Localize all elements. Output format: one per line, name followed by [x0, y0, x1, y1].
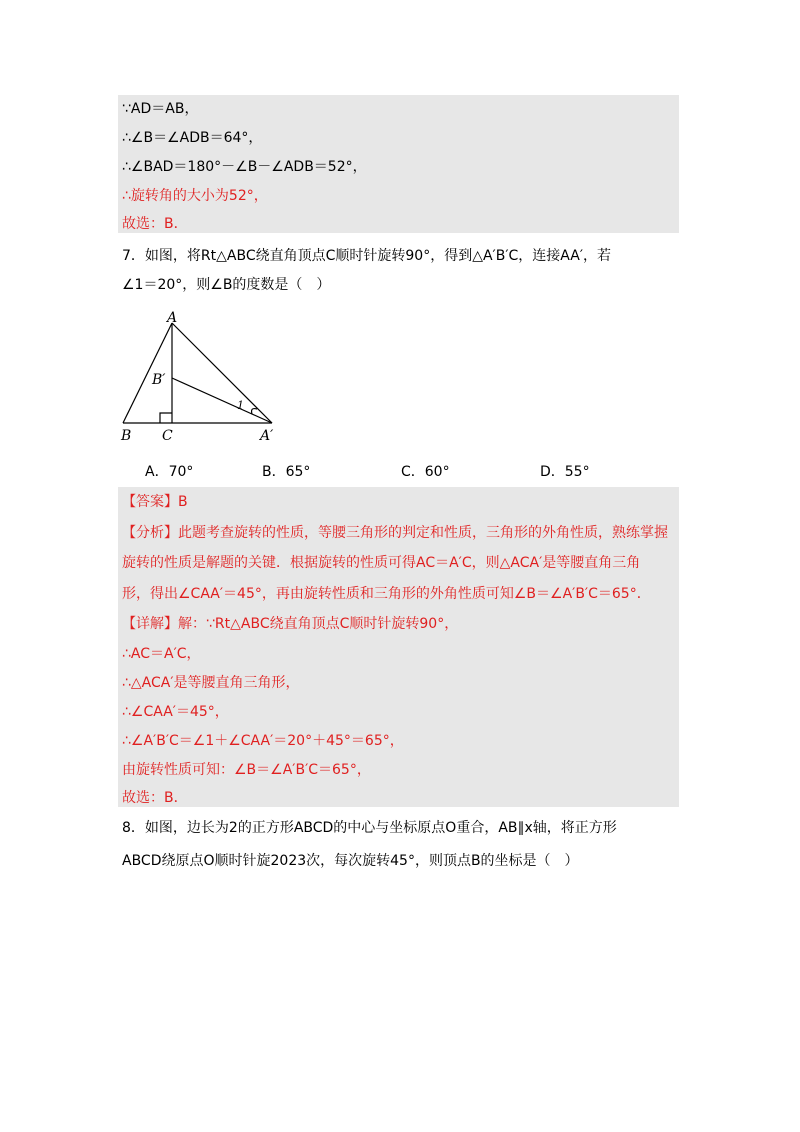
- prev-solution-line-3: ∴∠BAD＝180°－∠B－∠ADB＝52°，: [122, 159, 367, 175]
- label-a-prime: A′: [260, 428, 274, 444]
- q7-detail-line-4: ∴∠CAA′＝45°，: [122, 704, 229, 720]
- segment-b-prime-a-prime: [172, 378, 272, 423]
- q7-option-a: A．70°: [145, 464, 194, 480]
- prev-solution-line-2: ∴∠B＝∠ADB＝64°，: [122, 130, 263, 146]
- label-a: A: [167, 310, 178, 326]
- q7-analysis-line-1: 【分析】此题考查旋转的性质，等腰三角形的判定和性质，三角形的外角性质，熟练掌握: [122, 525, 668, 541]
- q7-analysis-line-3: 形，得出∠CAA′＝45°，再由旋转性质和三角形的外角性质可知∠B＝∠A′B′C＝65°．: [122, 586, 651, 602]
- label-b-prime: B′: [152, 372, 166, 388]
- q7-detail-line-5: ∴∠A′B′C＝∠1＋∠CAA′＝20°＋45°＝65°，: [122, 733, 404, 749]
- q7-option-b: B．65°: [262, 464, 311, 480]
- prev-solution-line-5: 故选：B．: [122, 216, 188, 232]
- q7-analysis-line-2: 旋转的性质是解题的关键．根据旋转的性质可得AC＝A′C，则△ACA′是等腰直角三角: [122, 555, 641, 571]
- q7-option-d: D．55°: [540, 464, 590, 480]
- q7-detail-line-7: 故选：B．: [122, 790, 188, 806]
- q7-option-c: C．60°: [401, 464, 450, 480]
- q8-stem-line-2: ABCD绕原点O顺时针旋2023次，每次旋转45°，则顶点B的坐标是（ ）: [122, 853, 579, 869]
- label-c: C: [162, 428, 173, 444]
- q8-stem-line-1: 8．如图，边长为2的正方形ABCD的中心与坐标原点O重合，AB∥x轴，将正方形: [122, 820, 617, 836]
- segment-aa-prime: [172, 323, 272, 423]
- right-angle-mark: [160, 413, 172, 423]
- prev-solution-line-1: ∵AD＝AB，: [122, 101, 199, 117]
- prev-solution-line-4: ∴旋转角的大小为52°，: [122, 188, 268, 204]
- label-b: B: [121, 428, 132, 444]
- q7-figure: [115, 308, 295, 448]
- q7-stem-line-1: 7．如图，将Rt△ABC绕直角顶点C顺时针旋转90°，得到△A′B′C，连接AA′，若: [122, 248, 611, 264]
- q7-answer: 【答案】B: [122, 494, 188, 510]
- angle-1-arc: [252, 409, 257, 414]
- q7-detail-line-1: 【详解】解：∵Rt△ABC绕直角顶点C顺时针旋转90°，: [122, 616, 459, 632]
- q7-detail-line-2: ∴AC＝A′C，: [122, 646, 201, 662]
- label-angle-1: 1: [237, 399, 244, 412]
- q7-stem-line-2: ∠1＝20°，则∠B的度数是（ ）: [122, 277, 331, 293]
- q7-detail-line-3: ∴△ACA′是等腰直角三角形，: [122, 675, 300, 691]
- q7-detail-line-6: 由旋转性质可知：∠B＝∠A′B′C＝65°，: [122, 762, 371, 778]
